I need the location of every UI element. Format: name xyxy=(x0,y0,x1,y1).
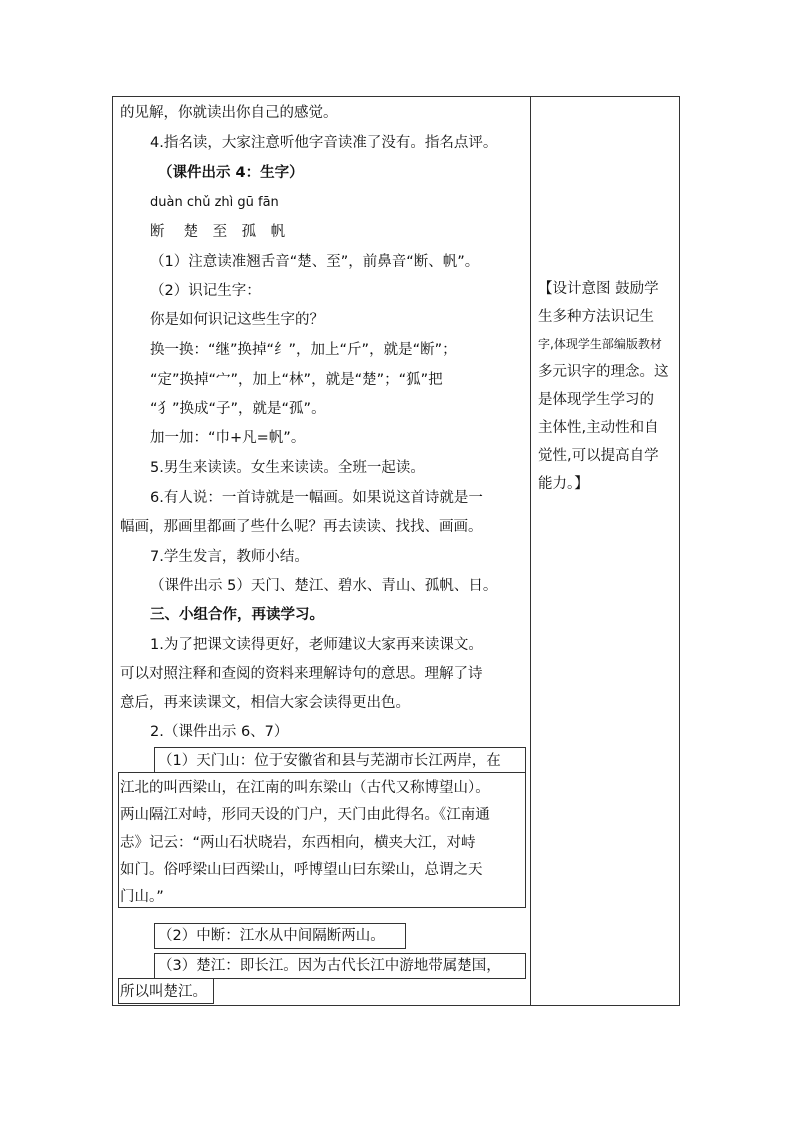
new-characters-line: 断 楚 至 孤 帆 xyxy=(150,224,286,240)
pinyin-line: duàn chǔ zhì gū fān xyxy=(150,195,279,210)
note-line: 如门。俗呼梁山曰西梁山，呼博望山曰东梁山，总谓之天 xyxy=(120,862,483,878)
text-line: 你是如何识记这些生字的？ xyxy=(150,312,324,328)
intent-line: 是体现学生学习的 xyxy=(538,392,654,408)
text-line: 5.男生来读读。女生来读读。全班一起读。 xyxy=(150,460,425,476)
intent-line: 多元识字的理念。这 xyxy=(538,364,669,380)
note-line: 门山。” xyxy=(120,889,164,905)
intent-line: 【设计意图 鼓励学 xyxy=(538,281,659,297)
text-line: （课件出示 5）天门、楚江、碧水、青山、孤帆、日。 xyxy=(150,578,498,594)
note-line: 所以叫楚江。 xyxy=(120,984,207,1000)
text-line: 2.（课件出示 6、7） xyxy=(150,724,289,740)
text-line: 换一换：“继”换掉“纟”，加上“斤”，就是“断”； xyxy=(150,342,457,358)
column-divider xyxy=(530,97,531,1005)
text-line: 7.学生发言，教师小结。 xyxy=(150,549,309,565)
text-line: 意后，再来读课文，相信大家会读得更出色。 xyxy=(120,695,410,711)
text-line: “犭”换成“子”，就是“孤”。 xyxy=(150,401,326,417)
intent-line: 觉性,可以提高自学 xyxy=(538,448,659,464)
intent-line: 字,体现学生部编版教材 xyxy=(538,337,662,351)
text-line: （1）注意读准翘舌音“楚、至”，前鼻音“断、帆”。 xyxy=(150,254,480,270)
section-heading: 三、小组合作，再读学习。 xyxy=(150,607,324,623)
text-line: 加一加：“巾+凡=帆”。 xyxy=(150,430,306,446)
note-line: 志》记云：“两山石状晓岩，东西相向，横夹大江，对峙 xyxy=(120,835,476,851)
text-line: （2）识记生字： xyxy=(150,283,261,299)
note-line: 江北的叫西梁山，在江南的叫东梁山（古代又称博望山）。 xyxy=(120,780,490,796)
note-line: 两山隔江对峙，形同天设的门户，天门由此得名。《江南通 xyxy=(120,807,490,823)
lesson-plan-table xyxy=(112,96,680,1006)
intent-line: 主体性,主动性和自 xyxy=(538,420,659,436)
text-line: 1.为了把课文读得更好，老师建议大家再来读课文。 xyxy=(150,637,483,653)
intent-line: 能力。】 xyxy=(538,476,589,492)
text-line: 幅画，那画里都画了些什么呢？再去读读、找找、画画。 xyxy=(120,519,483,535)
text-line: 的见解，你就读出你自己的感觉。 xyxy=(120,105,338,121)
text-line: 6.有人说：一首诗就是一幅画。如果说这首诗就是一 xyxy=(150,490,483,506)
text-line: 可以对照注释和查阅的资料来理解诗句的意思。理解了诗 xyxy=(120,666,483,682)
note-line: （2）中断：江水从中间隔断两山。 xyxy=(158,928,385,944)
courseware-heading: （课件出示 4：生字） xyxy=(158,165,304,181)
note-line: （1）天门山：位于安徽省和县与芜湖市长江两岸，在 xyxy=(158,753,501,769)
note-line: （3）楚江：即长江。因为古代长江中游地带属楚国， xyxy=(158,958,501,974)
intent-line: 生多种方法识记生 xyxy=(538,309,654,325)
text-line: “定”换掉“宀”，加上“林”，就是“楚”；“狐”把 xyxy=(150,372,443,388)
text-line: 4.指名读，大家注意听他字音读准了没有。指名点评。 xyxy=(150,135,498,151)
